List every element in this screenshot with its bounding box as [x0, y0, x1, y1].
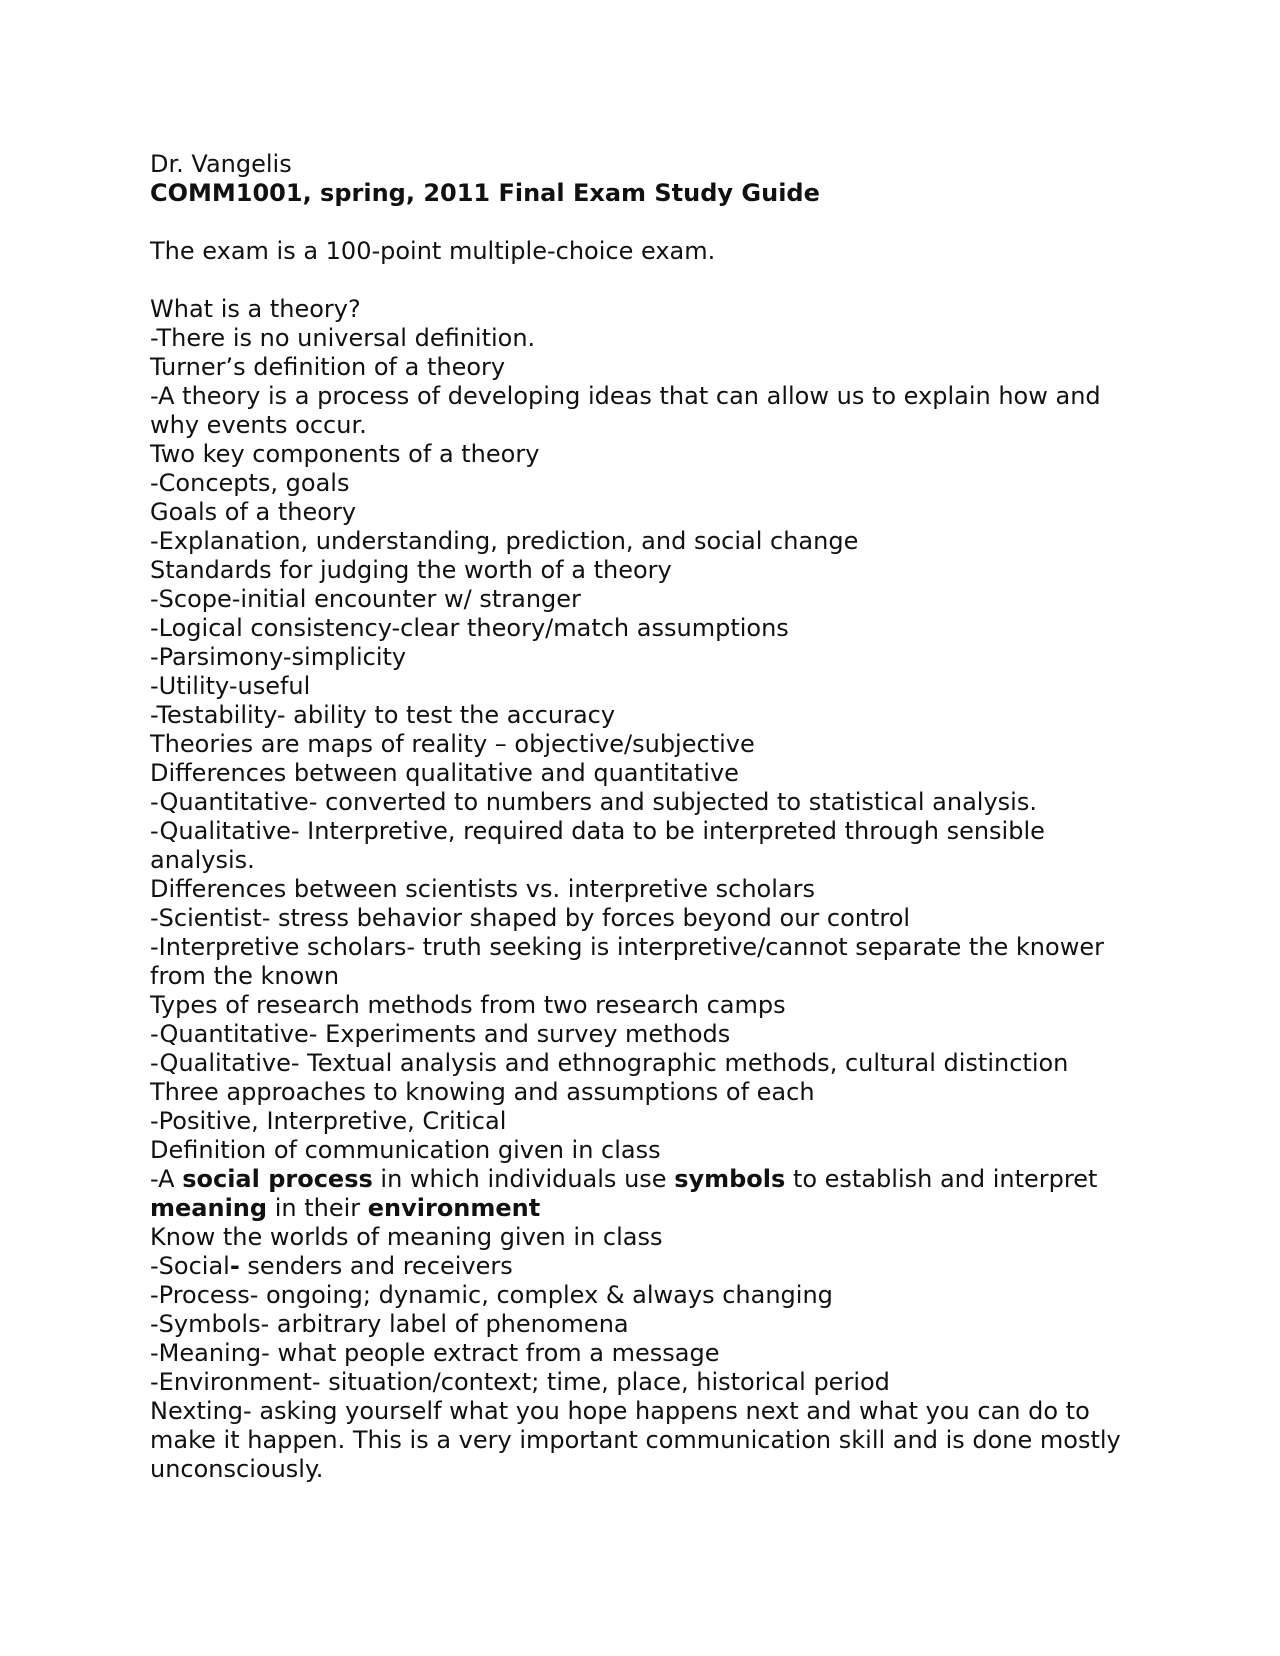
text-line: Types of research methods from two research camps — [150, 991, 786, 1019]
definition-text: in which individuals use — [372, 1165, 675, 1193]
text-line: -There is no universal definition. — [150, 324, 536, 352]
text-line: -Process- ongoing; dynamic, complex & always changing — [150, 1281, 833, 1309]
definition-term: social process — [182, 1165, 373, 1193]
definition-term: meaning — [150, 1194, 268, 1222]
spacer — [150, 266, 1140, 295]
definition-text: in their — [267, 1194, 368, 1222]
text-line: Theories are maps of reality – objective/subjective — [150, 730, 755, 758]
text-line: -Qualitative- Textual analysis and ethnographic methods, cultural distinction — [150, 1049, 1069, 1077]
text-line: -Testability- ability to test the accuracy — [150, 701, 616, 729]
author-line: Dr. Vangelis — [150, 150, 292, 178]
text-line: -Interpretive scholars- truth seeking is interpretive/cannot separate the knower from the known — [150, 933, 1104, 990]
text-line: -Qualitative- Interpretive, required data to be interpreted through sensible analysis. — [150, 817, 1045, 874]
intro-line: The exam is a 100-point multiple-choice exam. — [150, 237, 716, 265]
text-line: Differences between qualitative and quantitative — [150, 759, 739, 787]
text-line: -Quantitative- Experiments and survey methods — [150, 1020, 731, 1048]
text-line: -Concepts, goals — [150, 469, 350, 497]
text-line: -Symbols- arbitrary label of phenomena — [150, 1310, 629, 1338]
text-line: Goals of a theory — [150, 498, 357, 526]
text-line: Know the worlds of meaning given in class — [150, 1223, 663, 1251]
text-line: Nexting- asking yourself what you hope happens next and what you can do to make it happen. This is a very important communication skill and is done mostly unconsciously. — [150, 1397, 1121, 1483]
text-line: -Environment- situation/context; time, place, historical period — [150, 1368, 890, 1396]
text-line: -Scientist- stress behavior shaped by forces beyond our control — [150, 904, 911, 932]
text-line: -Meaning- what people extract from a message — [150, 1339, 720, 1367]
definition-term: symbols — [674, 1165, 786, 1193]
text-line: Turner’s definition of a theory — [150, 353, 506, 381]
social-label: -Social — [150, 1252, 230, 1280]
definition-text: -A — [150, 1165, 183, 1193]
study-guide-body — [150, 150, 1140, 1484]
text-line: What is a theory? — [150, 295, 361, 323]
communication-definition — [150, 1165, 1140, 1223]
document-title: COMM1001, spring, 2011 Final Exam Study Guide — [150, 179, 820, 207]
text-line: Differences between scientists vs. interpretive scholars — [150, 875, 815, 903]
spacer — [150, 208, 1140, 237]
text-line: Definition of communication given in class — [150, 1136, 661, 1164]
text-line: -Utility-useful — [150, 672, 311, 700]
text-line: -Explanation, understanding, prediction, and social change — [150, 527, 859, 555]
social-dash: - — [229, 1252, 240, 1280]
text-line: -Logical consistency-clear theory/match assumptions — [150, 614, 789, 642]
social-text: senders and receivers — [239, 1252, 513, 1280]
text-line: -A theory is a process of developing ideas that can allow us to explain how and why events occur. — [150, 382, 1101, 439]
text-line: Standards for judging the worth of a theory — [150, 556, 672, 584]
text-line: -Positive, Interpretive, Critical — [150, 1107, 507, 1135]
text-line — [150, 1252, 1140, 1281]
text-line: Three approaches to knowing and assumptions of each — [150, 1078, 815, 1106]
text-line: -Parsimony-simplicity — [150, 643, 407, 671]
definition-text: to establish and interpret — [785, 1165, 1098, 1193]
text-line: -Scope-initial encounter w/ stranger — [150, 585, 581, 613]
text-line: -Quantitative- converted to numbers and subjected to statistical analysis. — [150, 788, 1037, 816]
text-line: Two key components of a theory — [150, 440, 540, 468]
definition-term: environment — [367, 1194, 541, 1222]
